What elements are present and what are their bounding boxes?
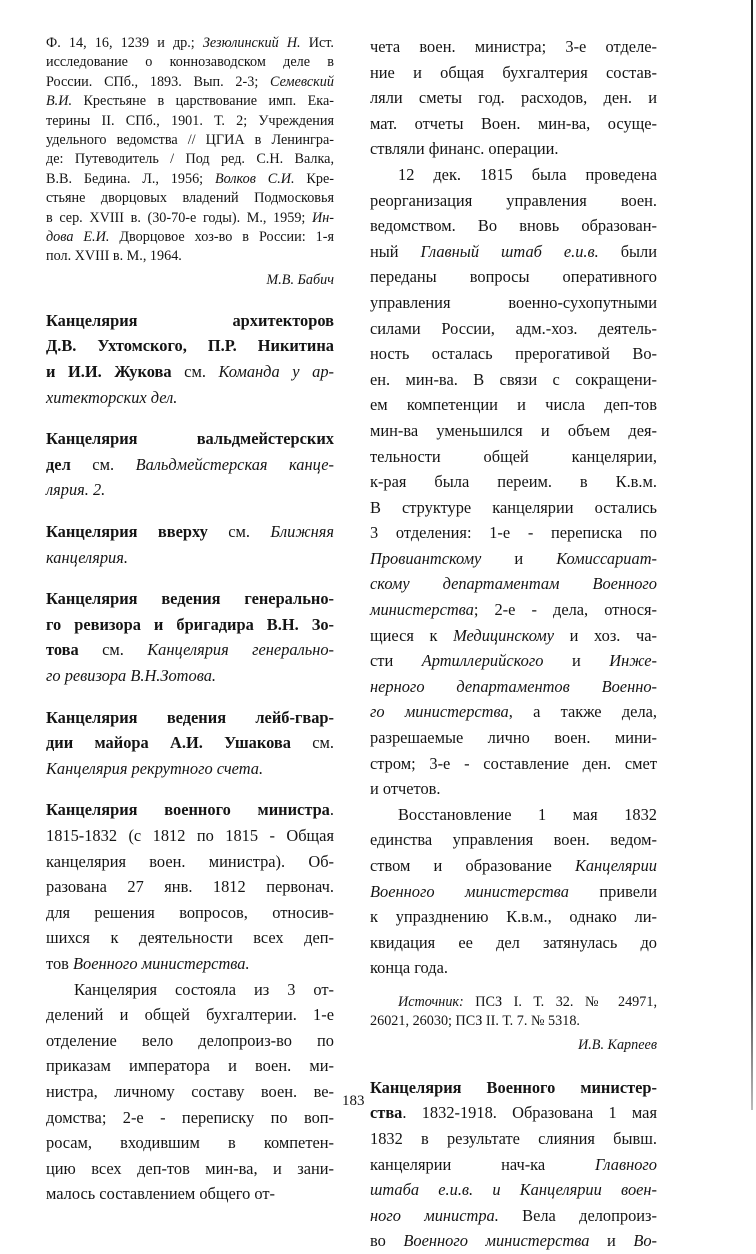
text-line xyxy=(370,623,657,649)
text-run: стьяне дворцовых владений Подмосковья xyxy=(46,190,334,207)
text-run: мат. отчеты Воен. мин-ва, осуще- xyxy=(370,113,657,133)
text-line xyxy=(370,1228,657,1254)
text-run: ем компетенции и числа деп-тов xyxy=(370,395,657,415)
italic-run: министерства xyxy=(370,600,474,620)
text-run: тельности общей канцелярии, xyxy=(370,446,657,466)
text-run: в сер. XVIII в. (30-70-е годы). М., 1959; xyxy=(46,209,312,226)
bold-run: това xyxy=(46,640,79,660)
text-run: чета воен. министра; 3-е отделе- xyxy=(370,37,657,56)
text-line xyxy=(46,705,334,731)
text-line xyxy=(370,341,657,367)
italic-run: Военного министерства. xyxy=(72,953,250,973)
text-run: цию всех деп-тов мин-ва, и зани- xyxy=(46,1158,334,1178)
italic-run: Главный штаб е.и.в. xyxy=(420,241,599,261)
text-line xyxy=(370,699,657,725)
text-run: Ф. 14, 16, 1239 и др.; xyxy=(46,35,203,51)
text-line xyxy=(46,34,334,53)
text-line xyxy=(370,188,657,214)
text-run: стром; 3-е - составление ден. смет xyxy=(370,753,657,773)
bold-run: го ревизора и бригадира В.Н. Зо- xyxy=(46,614,334,634)
italic-run: Медицинскому xyxy=(453,625,555,645)
text-run: см. xyxy=(70,454,136,474)
text-line xyxy=(370,444,657,470)
text-run: малось составлением общего от- xyxy=(46,1184,276,1204)
text-line xyxy=(370,85,657,111)
text-run: 12 дек. 1815 была проведена xyxy=(398,164,657,184)
text-run: домства; 2-е - переписку по воп- xyxy=(46,1107,334,1127)
text-run: тов xyxy=(46,953,73,973)
text-line xyxy=(370,648,657,674)
text-run: см. xyxy=(171,362,219,382)
italic-run: Команда у ар- xyxy=(218,362,334,382)
text-line xyxy=(46,1002,334,1028)
text-line xyxy=(46,477,334,503)
italic-run: Ближняя xyxy=(270,522,334,542)
text-line xyxy=(46,308,334,334)
text-line xyxy=(370,34,657,60)
text-line xyxy=(46,131,334,150)
text-run: Крестьяне в царствование имп. Ека- xyxy=(72,93,334,110)
page-edge-rule xyxy=(751,0,753,1110)
text-line xyxy=(370,597,657,623)
text-run: терины II. СПб., 1901. Т. 2; Учреждения xyxy=(46,112,334,129)
text-line xyxy=(370,1152,657,1178)
text-line xyxy=(370,136,657,162)
text-run: , а также дела, xyxy=(508,702,657,722)
text-line xyxy=(370,418,657,444)
bibliography-continuation xyxy=(46,34,334,267)
text-run: России. СПб., 1893. Вып. 2-3; xyxy=(46,73,271,90)
text-run: и xyxy=(543,651,610,671)
text-run: конца года. xyxy=(370,958,448,978)
text-line xyxy=(370,725,657,751)
text-run: ведомством. Во вновь образован- xyxy=(370,216,657,236)
text-line xyxy=(46,189,334,208)
bold-run: Канцелярия архитекторов xyxy=(46,310,334,330)
italic-run: Зезюлинский Н. xyxy=(202,35,301,51)
text-line xyxy=(370,162,657,188)
bold-run: дел xyxy=(46,454,71,474)
text-line xyxy=(370,1075,657,1101)
text-run: В структуре канцелярии остались xyxy=(370,497,657,517)
text-line xyxy=(46,1105,334,1131)
italic-run: Военного министерства xyxy=(403,1231,590,1251)
text-line xyxy=(370,904,657,930)
italic-run: го министерства xyxy=(370,702,509,722)
italic-run: Вальдмейстерская канце- xyxy=(135,454,334,474)
text-line xyxy=(46,874,334,900)
text-run: 1832 в результате слияния бывш. xyxy=(370,1128,657,1148)
text-line xyxy=(46,545,334,571)
italic-run: ного министра. xyxy=(370,1205,499,1225)
text-run: к-рая была переим. в К.в.м. xyxy=(370,472,657,492)
text-line xyxy=(370,290,657,316)
italic-run: Канцелярия генерально- xyxy=(147,640,334,660)
text-run: отделение вело делопроиз-во по xyxy=(46,1030,334,1050)
page-number: 183 xyxy=(342,1093,365,1109)
bold-run: Д.В. Ухтомского, П.Р. Никитина xyxy=(46,336,334,356)
text-run: и xyxy=(481,548,557,568)
bold-run: дии майора А.И. Ушакова xyxy=(46,733,291,753)
text-line xyxy=(370,1203,657,1229)
text-line xyxy=(46,586,334,612)
text-run: для решения вопросов, относив- xyxy=(46,902,334,922)
text-run: . xyxy=(329,800,334,820)
bold-run: Канцелярия ведения лейб-гвар- xyxy=(46,707,334,727)
text-line xyxy=(46,925,334,951)
text-line xyxy=(370,1100,657,1126)
text-line xyxy=(46,247,334,266)
bold-run: Канцелярия вверху xyxy=(46,522,208,542)
text-line xyxy=(46,228,334,247)
italic-run: Ин- xyxy=(311,209,334,226)
text-run: Восстановление 1 мая 1832 xyxy=(398,804,657,824)
text-run: см. xyxy=(290,733,334,753)
italic-run: скому департаментам Военного xyxy=(370,574,657,594)
text-line xyxy=(370,495,657,521)
text-run: реорганизация управления воен. xyxy=(370,190,657,210)
bold-run: Канцелярия военного министра xyxy=(46,800,330,820)
entry-vverkhu xyxy=(46,519,334,570)
bold-run: Канцелярия ведения генерально- xyxy=(46,589,334,609)
text-run: были xyxy=(598,241,658,261)
text-line xyxy=(370,1177,657,1203)
italic-run: канцелярия. xyxy=(46,547,128,567)
text-run: канцелярия воен. министра). Об- xyxy=(46,851,334,871)
text-line xyxy=(46,849,334,875)
text-run: единства управления воен. ведом- xyxy=(370,830,657,850)
text-run: Дворцовое хоз-во в России: 1-я xyxy=(109,229,334,246)
italic-run: Провиантскому xyxy=(370,548,482,568)
text-line xyxy=(370,469,657,495)
text-line xyxy=(46,663,334,689)
source-text-cont: 26021, 26030; ПСЗ II. Т. 7. № 5318. xyxy=(370,1013,580,1030)
text-line xyxy=(370,853,657,879)
text-run: ность осталась прерогативой Во- xyxy=(370,344,657,364)
text-run: Кре- xyxy=(294,170,334,187)
text-line xyxy=(46,1079,334,1105)
text-run: ляли сметы год. расходов, ден. и xyxy=(370,88,657,108)
text-line xyxy=(370,674,657,700)
text-line xyxy=(46,112,334,131)
text-line xyxy=(370,316,657,342)
text-run: пол. XVIII в. М., 1964. xyxy=(46,248,182,265)
text-line xyxy=(46,519,334,545)
entry-zotov xyxy=(46,586,334,688)
italic-run: штаба е.и.в. и Канцелярии воен- xyxy=(370,1180,657,1200)
text-line xyxy=(46,1028,334,1054)
text-line xyxy=(46,426,334,452)
text-run: переданы вопросы оперативного xyxy=(370,267,657,287)
text-line xyxy=(46,385,334,411)
text-line xyxy=(370,571,657,597)
italic-run: Артиллерийского xyxy=(421,651,544,671)
text-line xyxy=(370,264,657,290)
text-run: исследование о коннозаводском деле в xyxy=(46,54,334,71)
text-line xyxy=(46,73,334,92)
entry-body xyxy=(46,797,334,976)
text-line xyxy=(370,239,657,265)
text-run: ством и образование xyxy=(370,856,575,875)
text-line xyxy=(46,756,334,782)
text-line xyxy=(46,170,334,189)
text-run: 3 отделения: 1-е - переписка по xyxy=(370,523,657,543)
text-line xyxy=(46,452,334,478)
entry-paragraph xyxy=(46,977,334,1207)
text-run: нистра, личному составу воен. ве- xyxy=(46,1081,334,1101)
text-run: силами России, адм.-хоз. деятель- xyxy=(370,318,657,338)
text-run: ен. мин-ва. В связи с сокращени- xyxy=(370,369,657,389)
paragraph-continuation xyxy=(370,34,657,162)
entry-waldmeister xyxy=(46,426,334,503)
text-run: шихся к деятельности всех деп- xyxy=(46,928,334,948)
text-run: и отчетов. xyxy=(370,779,441,799)
text-run: Вела делопроиз- xyxy=(498,1205,657,1225)
source-text: ПСЗ I. Т. 32. № 24971, xyxy=(463,993,657,1010)
text-line xyxy=(370,111,657,137)
text-run: ; 2-е - дела, относя- xyxy=(473,600,657,620)
text-line xyxy=(46,92,334,111)
text-line xyxy=(46,730,334,756)
source-citation xyxy=(370,993,657,1032)
author-signature: М.В. Бабич xyxy=(266,271,334,288)
text-line xyxy=(46,1156,334,1182)
text-run: делений и общей бухгалтерии. 1-е xyxy=(46,1005,334,1025)
left-column xyxy=(46,34,334,1207)
italic-run: Канцелярия рекрутного счета. xyxy=(46,758,264,778)
text-line xyxy=(370,802,657,828)
text-line xyxy=(46,359,334,385)
text-run: ный xyxy=(370,241,421,261)
text-run: мин-ва уменьшился и объем дея- xyxy=(370,420,657,440)
paragraph-1832-restoration xyxy=(370,802,657,981)
text-line xyxy=(370,546,657,572)
text-run: см. xyxy=(207,522,271,542)
italic-run: нерного департаментов Военно- xyxy=(370,676,657,696)
text-line xyxy=(46,637,334,663)
entry-ushakov xyxy=(46,705,334,782)
author-signature: И.В. Карпеев xyxy=(577,1036,657,1053)
italic-run: Военного министерства xyxy=(370,881,569,901)
text-run: ние и общая бухгалтерия состав- xyxy=(370,62,657,82)
italic-run: Инже- xyxy=(609,651,657,671)
text-run: Ист. xyxy=(300,35,334,51)
text-line xyxy=(46,209,334,228)
text-line xyxy=(370,60,657,86)
text-run: щиеся к xyxy=(370,625,454,645)
text-run: см. xyxy=(78,640,148,660)
italic-run: Семевский xyxy=(270,73,334,90)
text-line xyxy=(370,392,657,418)
text-line xyxy=(46,612,334,638)
italic-run: Волков С.И. xyxy=(214,170,295,187)
entry-war-minister-chancellery xyxy=(46,797,334,1207)
text-line xyxy=(46,333,334,359)
italic-run: го ревизора В.Н.Зотова. xyxy=(46,666,217,685)
text-line xyxy=(370,879,657,905)
italic-run: Во- xyxy=(633,1231,657,1251)
italic-run: Главного xyxy=(594,1154,657,1174)
italic-run: В.И. xyxy=(46,93,73,110)
text-line xyxy=(370,751,657,777)
bold-run: Канцелярия Военного министер- xyxy=(370,1077,657,1097)
bold-run: ства xyxy=(370,1103,403,1123)
text-line xyxy=(46,900,334,926)
text-run: управления военно-сухопутными xyxy=(370,292,657,312)
text-run: сти xyxy=(370,651,422,671)
italic-run: хитекторских дел. xyxy=(46,387,178,407)
text-run: разована 27 янв. 1812 первонач. xyxy=(46,877,334,897)
text-line xyxy=(46,1181,334,1207)
text-run: де: Путеводитель / Под ред. С.Н. Валка, xyxy=(46,151,334,168)
text-line xyxy=(46,1053,334,1079)
text-run: Канцелярия состояла из 3 от- xyxy=(74,979,334,999)
entry-war-ministry-chancellery xyxy=(370,1075,657,1254)
text-run: квидация ее дел затянулась до xyxy=(370,932,657,952)
text-line xyxy=(370,930,657,956)
source-label: Источник: xyxy=(398,993,464,1010)
right-column xyxy=(370,34,657,1254)
text-run: приказам императора и воен. ми- xyxy=(46,1056,334,1076)
text-line xyxy=(46,53,334,72)
text-line xyxy=(370,1126,657,1152)
bold-run: Канцелярия вальдмейстерских xyxy=(46,429,334,449)
text-line xyxy=(46,823,334,849)
text-run: росам, входившим в компетен- xyxy=(46,1133,334,1153)
italic-run: Комиссариат- xyxy=(556,548,657,568)
text-run: 1815-1832 (с 1812 по 1815 - Общая xyxy=(46,825,334,845)
italic-run: лярия. 2. xyxy=(46,480,106,500)
text-line xyxy=(370,827,657,853)
bold-run: и И.И. Жукова xyxy=(46,362,172,382)
paragraph-1815-reorganization xyxy=(370,162,657,802)
text-run: и xyxy=(589,1231,634,1251)
text-run: во xyxy=(370,1231,404,1251)
text-line xyxy=(370,520,657,546)
text-line xyxy=(46,150,334,169)
text-line xyxy=(370,955,657,981)
text-line xyxy=(46,951,334,977)
text-line xyxy=(46,797,334,823)
text-run: привели xyxy=(568,881,657,901)
text-run: к упразднению К.в.м., однако ли- xyxy=(370,907,657,927)
text-run: разрешаемые лично воен. мини- xyxy=(370,728,657,748)
text-run: и хоз. ча- xyxy=(554,625,657,645)
entry-architects xyxy=(46,308,334,410)
italic-run: Канцелярии xyxy=(574,856,657,875)
italic-run: дова Е.И. xyxy=(46,229,110,246)
text-run: . 1832-1918. Образована 1 мая xyxy=(402,1103,657,1123)
text-line xyxy=(370,776,657,802)
text-line xyxy=(46,1130,334,1156)
text-run: удельного ведомства // ЦГИА в Ленингра- xyxy=(46,132,334,149)
text-run: ствляли финанс. операции. xyxy=(370,139,559,159)
text-line xyxy=(370,367,657,393)
text-run: В.В. Бедина. Л., 1956; xyxy=(46,170,215,187)
text-line xyxy=(370,213,657,239)
text-line xyxy=(46,977,334,1003)
text-run: канцелярии нач-ка xyxy=(370,1154,595,1174)
